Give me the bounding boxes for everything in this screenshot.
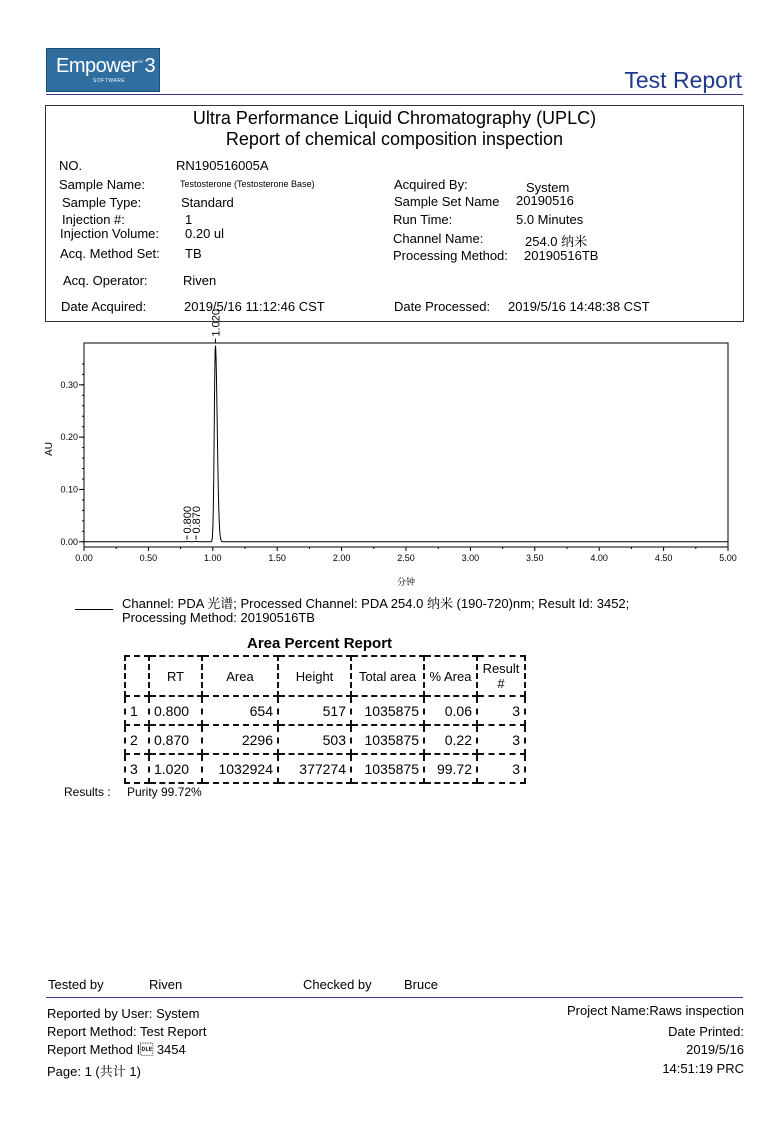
acquired-by-label: Acquired By:: [394, 177, 468, 192]
peak-label: 0.800: [182, 505, 195, 534]
footer-divider: [46, 997, 743, 998]
results-label: Results :: [64, 785, 111, 799]
acq-operator-label: Acq. Operator:: [63, 273, 148, 288]
y-tick-label: 0.00: [60, 536, 78, 547]
no-value: RN190516005A: [176, 158, 269, 173]
logo-text: Empower™ 3: [56, 55, 156, 77]
table-row: [125, 754, 525, 783]
report-method: Report Method: Test Report: [47, 1024, 207, 1039]
sample-name-label: Sample Name:: [59, 177, 145, 192]
empower-logo: [46, 48, 160, 92]
x-tick-label: 1.00: [204, 553, 222, 563]
date-acquired-label: Date Acquired:: [61, 299, 147, 314]
sample-set-value: 20190516: [516, 193, 574, 208]
channel-line2: Processing Method: 20190516TB: [122, 610, 315, 625]
reported-by: Reported by User: System: [47, 1006, 200, 1021]
y-tick-label: 0.30: [60, 379, 78, 390]
cell-height: 377274: [278, 754, 351, 783]
cell-percent-area: 99.72: [424, 754, 477, 783]
x-axis-label: 分钟: [396, 577, 416, 587]
x-tick-label: 3.00: [461, 553, 480, 563]
date-printed-date: 2019/5/16: [686, 1042, 744, 1057]
table-row: [125, 725, 525, 754]
injection-volume-label: Injection Volume:: [60, 226, 160, 241]
date-printed-label: Date Printed:: [668, 1024, 744, 1039]
x-tick-label: 2.50: [397, 553, 415, 563]
report-heading-line1: Ultra Performance Liquid Chromatography (UPLC): [192, 108, 597, 128]
x-tick-label: 3.50: [526, 553, 544, 563]
col-header-result: Result #: [477, 656, 525, 696]
legend-line: [75, 609, 113, 610]
x-tick-label: 0.00: [75, 553, 93, 563]
header-divider: [46, 94, 743, 95]
checked-by-label: Checked by: [303, 977, 372, 992]
y-axis-label: AU: [44, 442, 55, 456]
cell-area: 654: [202, 696, 278, 725]
acq-method-label: Acq. Method Set:: [60, 246, 160, 261]
y-tick-label: 0.10: [60, 484, 78, 495]
cell-area: 2296: [202, 725, 278, 754]
report-method-id: Report Method I 3454: [47, 1042, 186, 1057]
injection-volume-value: 0.20 ul: [185, 226, 225, 241]
cell-area: 1032924: [202, 754, 278, 783]
cell-percent-area: 0.06: [424, 696, 477, 725]
x-tick-label: 2.00: [332, 553, 351, 563]
col-header-rt: RT: [149, 656, 202, 696]
channel-name-label: Channel Name:: [393, 231, 484, 246]
logo-subtext: SOFTWARE: [93, 78, 126, 84]
cell-rt: 0.870: [149, 725, 202, 754]
col-header-total-area: Total area: [351, 656, 424, 696]
x-tick-label: 0.50: [139, 553, 158, 563]
report-heading-line2: Report of chemical composition inspection: [225, 129, 564, 149]
area-report-title: Area Percent Report: [247, 635, 393, 652]
run-time-value: 5.0 Minutes: [516, 212, 584, 227]
tested-by-value: Riven: [149, 977, 183, 992]
checked-by-value: Bruce: [404, 977, 438, 992]
date-acquired-value: 2019/5/16 11:12:46 CST: [184, 299, 325, 314]
x-tick-label: 1.50: [268, 553, 286, 563]
peak-label: 1.020: [210, 309, 223, 337]
cell-height: 503: [278, 725, 351, 754]
table-header-row: [125, 656, 525, 696]
injection-label: Injection #:: [62, 212, 125, 227]
cell-percent-area: 0.22: [424, 725, 477, 754]
peak-label: 0.870: [191, 505, 204, 534]
date-processed-value: 2019/5/16 14:48:38 CST: [508, 299, 650, 314]
date-processed-label: Date Processed:: [394, 299, 491, 314]
date-printed-time: 14:51:19 PRC: [662, 1061, 744, 1076]
chromatogram-trace: [84, 346, 728, 542]
sample-type-value: Standard: [181, 195, 234, 210]
run-time-label: Run Time:: [393, 212, 453, 227]
cell-total-area: 1035875: [351, 725, 424, 754]
processing-method-label: Processing Method:: [393, 248, 508, 263]
cell-index: 2: [125, 725, 149, 754]
cell-total-area: 1035875: [351, 754, 424, 783]
area-percent-table: [124, 655, 526, 784]
sample-type-label: Sample Type:: [62, 195, 142, 210]
sample-name-value: Testosterone (Testosterone Base): [180, 179, 315, 189]
cell-index: 3: [125, 754, 149, 783]
x-tick-label: 4.00: [590, 553, 608, 563]
plot-frame: [84, 343, 728, 547]
acq-method-value: TB: [185, 246, 202, 261]
injection-value: 1: [185, 212, 193, 227]
acq-operator-value: Riven: [183, 273, 217, 288]
channel-name-value: 254.0 纳米: [525, 234, 588, 249]
processing-method-value: 20190516TB: [524, 248, 599, 263]
sample-set-label: Sample Set Name: [394, 194, 500, 209]
col-header-index: [125, 656, 149, 696]
channel-line1: Channel: PDA 光谱; Processed Channel: PDA 254.0 纳米 (190-720)nm; Result Id: 3452;: [122, 596, 630, 611]
tested-by-label: Tested by: [48, 977, 104, 992]
cell-height: 517: [278, 696, 351, 725]
cell-result: 3: [477, 696, 525, 725]
report-title: Test Report: [624, 67, 742, 93]
col-header-height: Height: [278, 656, 351, 696]
acquired-by-value: System: [526, 180, 570, 195]
results-value: Purity 99.72%: [127, 785, 202, 799]
x-tick-label: 4.50: [654, 553, 673, 563]
page-number: Page: 1 (共计 1): [47, 1064, 141, 1079]
project-name: Project Name:Raws inspection: [566, 1003, 744, 1018]
col-header-area: Area: [202, 656, 278, 696]
col-header-percent-area: % Area: [424, 656, 477, 696]
cell-result: 3: [477, 725, 525, 754]
table-row: [125, 696, 525, 725]
cell-rt: 1.020: [149, 754, 202, 783]
no-label: NO.: [59, 158, 83, 173]
cell-total-area: 1035875: [351, 696, 424, 725]
cell-index: 1: [125, 696, 149, 725]
y-tick-label: 0.20: [60, 432, 78, 443]
x-tick-label: 5.00: [719, 553, 737, 563]
chromatogram-chart: [0, 309, 768, 590]
cell-rt: 0.800: [149, 696, 202, 725]
cell-result: 3: [477, 754, 525, 783]
sample-info-box: [45, 105, 744, 322]
